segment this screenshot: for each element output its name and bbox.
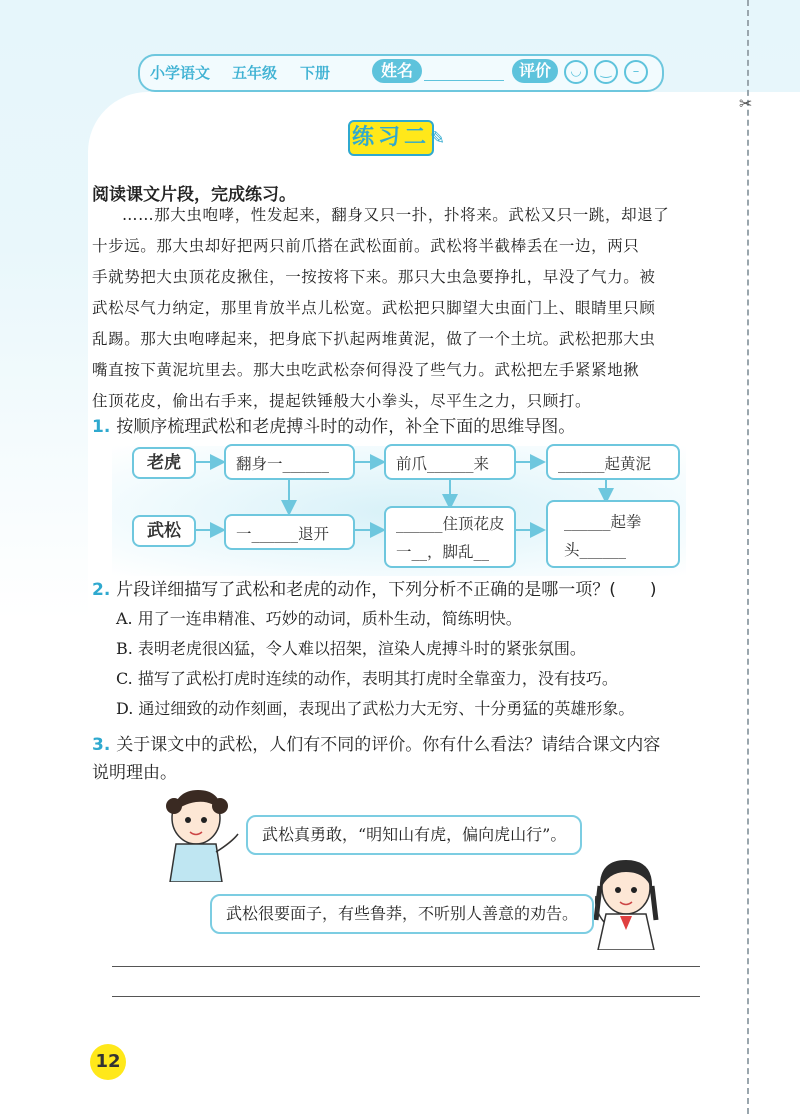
node-text: 头______ [564,541,627,559]
option-a[interactable]: A. 用了一连串精准、巧妙的动词，质朴生动，简练明快。 [116,609,522,628]
neutral-face-icon[interactable]: ‿ [594,60,618,84]
smile-face-icon[interactable]: ◡ [564,60,588,84]
tiger-label: 老虎 [132,447,196,479]
option-d[interactable]: D. 通过细致的动作刻画，表现出了武松力大无穷、十分勇猛的英雄形象。 [116,699,635,718]
question-3 [92,730,660,755]
node-text: ______起拳 [564,513,642,531]
question-3-cont: 说明理由。 [92,763,177,783]
tiger-node-2[interactable] [384,444,516,480]
passage-line: 手就势把大虫顶花皮揪住，一按按将下来。那只大虫急要挣扎，早没了气力。被 [92,268,656,286]
option-b[interactable]: B. 表明老虎很凶猛，令人难以招架，渲染人虎搏斗时的紧张氛围。 [116,639,586,658]
question-text: 片段详细描写了武松和老虎的动作，下列分析不正确的是哪一项？( ) [116,580,657,600]
node-text: 前爪______来 [396,455,490,473]
passage-line: 武松尽气力纳定，那里肯放半点儿松宽。武松把只脚望大虫面门上、眼睛里只顾 [92,299,656,317]
scissors-icon: ✂ [739,94,753,113]
node-text: 翻身一______ [236,455,330,473]
answer-line[interactable] [112,996,700,997]
girl-illustration-1 [162,782,242,882]
wusong-node-3[interactable] [546,500,680,568]
question-text: 关于课文中的武松，人们有不同的评价。你有什么看法？请结合课文内容 [116,735,661,755]
plain-face-icon[interactable]: – [624,60,648,84]
page-number: 12 [90,1044,126,1080]
speech-bubble-1: 武松真勇敢，“明知山有虎，偏向虎山行”。 [246,815,582,855]
question-2 [92,575,657,600]
wusong-node-2[interactable] [384,506,516,568]
question-number: 2. [92,580,111,600]
node-text: ______住顶花皮 [396,515,505,533]
passage-line: 乱踢。那大虫咆哮起来，把身底下扒起两堆黄泥，做了一个土坑。武松把那大虫 [92,330,656,348]
tiger-node-3[interactable] [546,444,680,480]
girl-illustration-2 [584,850,664,950]
pencil-icon: ✎ [430,128,446,149]
instruction: 阅读课文片段，完成练习。 [92,185,296,205]
passage-line: 住顶花皮，偷出右手来，提起铁锤般大小拳头，尽平生之力，只顾打。 [92,392,592,410]
question-number: 1. [92,417,111,437]
term-label: 下册 [300,64,331,82]
name-label: 姓名 [372,59,422,83]
page-title: 练习二 [351,125,430,150]
tiger-node-1[interactable] [224,444,355,480]
question-text: 按顺序梳理武松和老虎搏斗时的动作，补全下面的思维导图。 [116,417,576,437]
passage-line: 十步远。那大虫却好把两只前爪搭在武松面前。武松将半截棒丢在一边，两只 [92,237,640,255]
node-text: ______起黄泥 [558,455,652,473]
grade-label: 五年级 [232,64,278,82]
eval-label: 评价 [512,59,558,83]
answer-line[interactable] [112,966,700,967]
node-text: 一______退开 [236,525,330,543]
speech-bubble-2: 武松很要面子，有些鲁莽，不听别人善意的劝告。 [210,894,594,934]
node-text: 一__，脚乱__ [396,543,490,561]
wusong-label: 武松 [132,515,196,547]
question-number: 3. [92,735,111,755]
subject-label: 小学语文 [150,64,211,82]
passage-line: ……那大虫咆哮，性发起来，翻身又只一扑，扑将来。武松又只一跳，却退了 [122,206,670,224]
option-c[interactable]: C. 描写了武松打虎时连续的动作，表明其打虎时全靠蛮力，没有技巧。 [116,669,618,688]
passage-line: 嘴直按下黄泥坑里去。那大虫吃武松奈何得没了些气力。武松把左手紧紧地揪 [92,361,640,379]
wusong-node-1[interactable] [224,514,355,550]
